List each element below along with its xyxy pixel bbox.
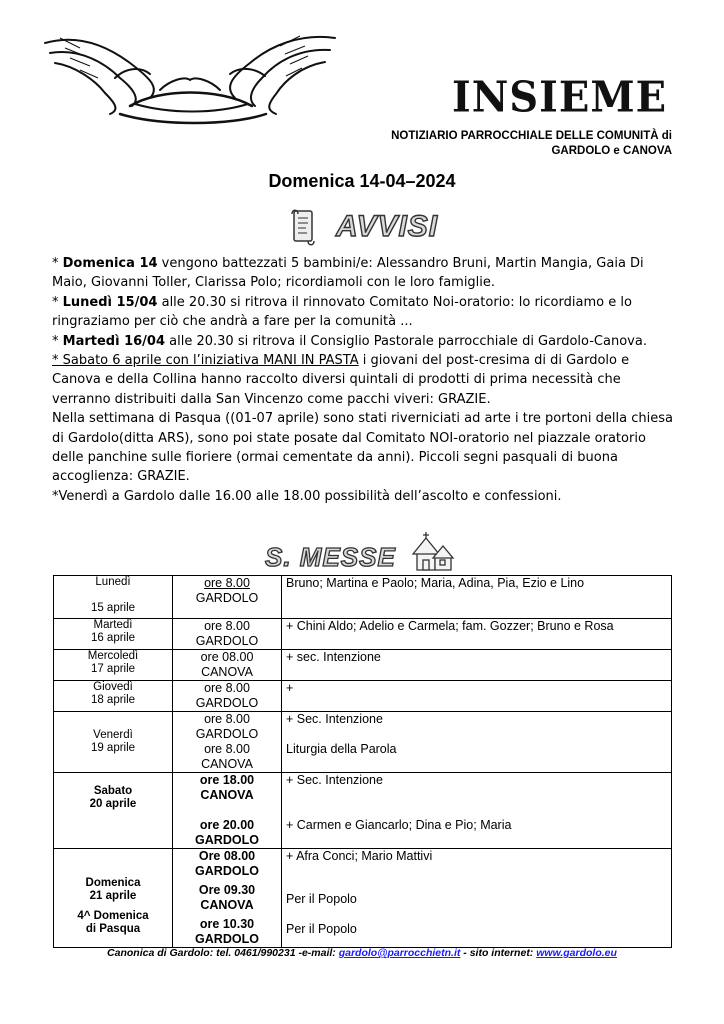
day-cell: Martedì 16 aprile [54, 619, 173, 650]
day-cell: Mercoledì 17 aprile [54, 650, 173, 681]
day-cell: Giovedì 18 aprile [54, 681, 173, 712]
table-row [54, 773, 672, 849]
list-item: Nella settimana di Pasqua ((01-07 aprile) sono stati riverniciati ad arte i tre portoni della chiesa di Gardolo(ditta ARS), sono poi state posate dal Comitato NOI-oratorio nel piazzale oratorio delle panchine sulle fioriere (ormai cementate da anni). Piccoli segni pasquali di buona accoglienza: GRAZIE. [52, 411, 673, 485]
messe-heading: S. MESSE [265, 542, 396, 572]
day-cell: Sabato 20 aprile [54, 773, 173, 849]
time-cell: ore 18.00 CANOVA ore 20.00 GARDOLO [173, 773, 282, 849]
time-cell: ore 08.00 CANOVA [173, 650, 282, 681]
hands-bread-icon [40, 18, 340, 128]
list-item: * Lunedì 15/04 alle 20.30 si ritrova il rinnovato Comitato Noi-oratorio: lo ricordiamo e lo ringraziamo per ciò che andrà a fare per la comunità ... [52, 294, 632, 330]
time-cell: ore 8.00 GARDOLO [173, 576, 282, 619]
table-row [54, 681, 672, 712]
day-cell: Lunedì 15 aprile [54, 576, 173, 619]
avvisi-list [52, 254, 674, 506]
intention-cell: + Afra Conci; Mario Mattivi Per il Popolo Per il Popolo [282, 849, 672, 948]
scroll-icon [288, 208, 318, 248]
list-item: * Martedì 16/04 alle 20.30 si ritrova il Consiglio Pastorale parrocchiale di Gardolo-Canova. [52, 333, 647, 349]
list-item: * Domenica 14 vengono battezzati 5 bambini/e: Alessandro Bruni, Martin Mangia, Gaia Di Maio, Giovanni Toller, Clarissa Polo; ricordiamoli con le loro famiglie. [52, 256, 644, 291]
mass-schedule-table [53, 575, 672, 948]
day-cell: Venerdì 19 aprile [54, 712, 173, 773]
list-item: *Venerdì a Gardolo dalle 16.00 alle 18.00 possibilità dell’ascolto e confessioni. [52, 488, 562, 504]
intention-cell: + [282, 681, 672, 712]
intention-cell: + sec. Intenzione [282, 650, 672, 681]
church-icon [405, 530, 455, 572]
masthead-subtitle: NOTIZIARIO PARROCCHIALE DELLE COMUNITÀ di [391, 130, 672, 142]
masthead-subtitle-communities: GARDOLO e CANOVA [551, 145, 672, 157]
time-cell: ore 8.00 GARDOLO [173, 619, 282, 650]
time-cell: ore 8.00 GARDOLO [173, 681, 282, 712]
intention-cell: + Chini Aldo; Adelio e Carmela; fam. Gozzer; Bruno e Rosa [282, 619, 672, 650]
table-row [54, 849, 672, 948]
intention-cell: + Sec. Intenzione + Carmen e Giancarlo; Dina e Pio; Maria [282, 773, 672, 849]
day-cell: Domenica 21 aprile 4^ Domenica di Pasqua [54, 849, 173, 948]
intention-cell: + Sec. Intenzione Liturgia della Parola [282, 712, 672, 773]
table-row [54, 712, 672, 773]
list-item: * Sabato 6 aprile con l’iniziativa MANI IN PASTA i giovani del post-cresima di di Gardolo e Canova e della Collina hanno raccolto diversi quintali di prodotti di prima necessità che verranno distribuiti dalla San Vincenzo come pacchi viveri: GRAZIE. [52, 353, 630, 407]
avvisi-heading: AVVISI [336, 210, 439, 243]
email-link[interactable]: gardolo@parrocchietn.it [338, 947, 461, 959]
footer-contact: Canonica di Gardolo: tel. 0461/990231 -e-mail: gardolo@parrocchietn.it - sito internet: www.gardolo.eu [107, 947, 617, 959]
website-link[interactable]: www.gardolo.eu [536, 947, 617, 959]
table-row [54, 576, 672, 619]
time-cell: Ore 08.00 GARDOLO Ore 09.30 CANOVA ore 10.30 GARDOLO [173, 849, 282, 948]
time-cell: ore 8.00 GARDOLO ore 8.00 CANOVA [173, 712, 282, 773]
table-row [54, 619, 672, 650]
table-row [54, 650, 672, 681]
issue-date: Domenica 14-04–2024 [268, 171, 456, 191]
masthead-title: INSIEME [452, 72, 668, 123]
intention-cell: Bruno; Martina e Paolo; Maria, Adina, Pia, Ezio e Lino [282, 576, 672, 619]
